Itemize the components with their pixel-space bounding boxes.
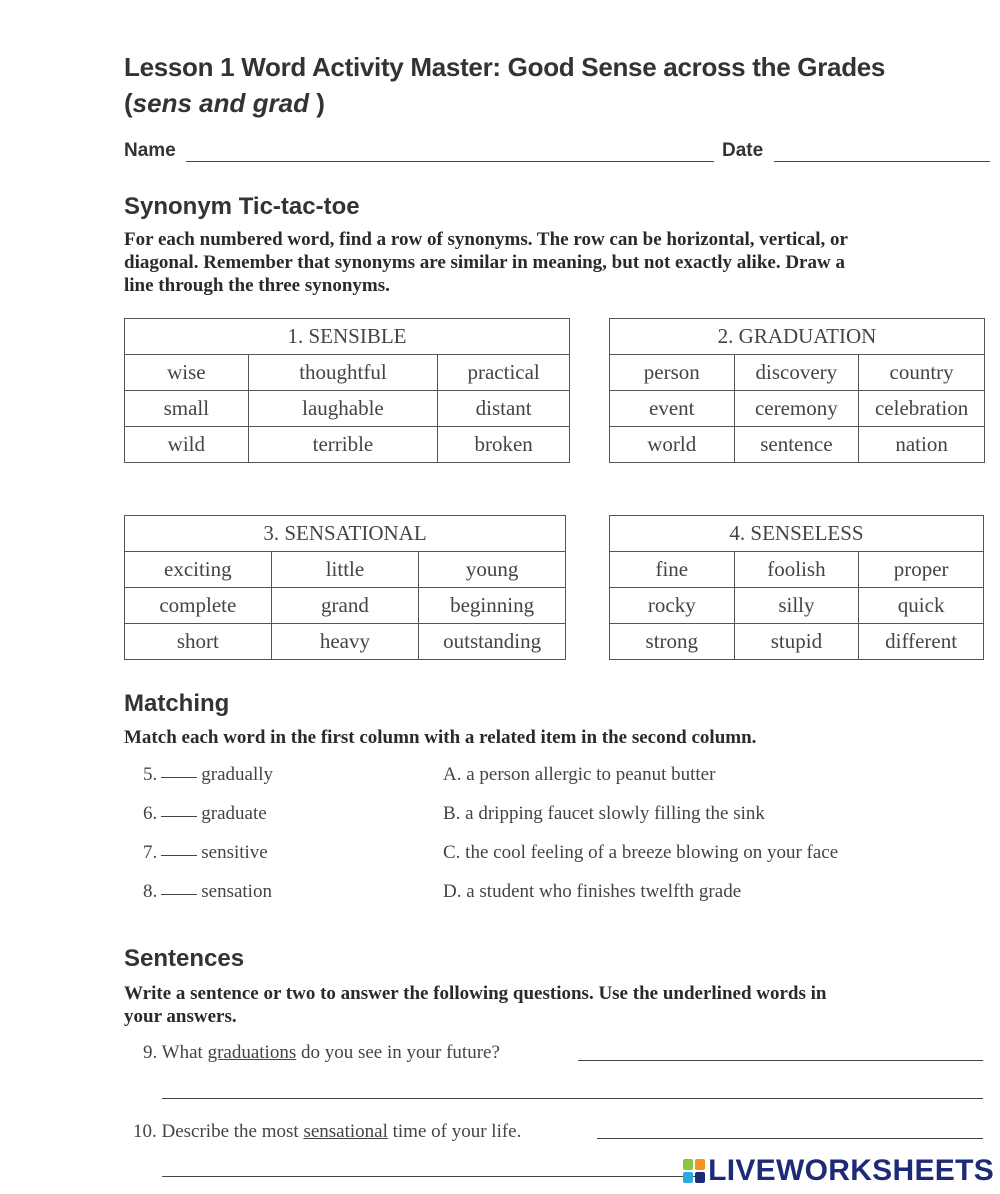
grid-cell[interactable]: outstanding xyxy=(419,624,566,660)
grid-cell[interactable]: ceremony xyxy=(734,391,859,427)
grid-cell[interactable]: rocky xyxy=(610,588,735,624)
date-label: Date xyxy=(722,140,764,161)
grid-cell[interactable]: person xyxy=(610,355,735,391)
answer-line-9[interactable] xyxy=(578,1060,983,1061)
answer-blank[interactable] xyxy=(161,816,197,817)
item-word: gradually xyxy=(201,764,274,785)
grid-cell[interactable]: strong xyxy=(610,624,735,660)
matching-item xyxy=(143,842,268,864)
name-label: Name xyxy=(124,140,176,161)
grid-cell[interactable]: grand xyxy=(271,588,419,624)
grid-cell[interactable]: world xyxy=(610,427,735,463)
item-word: graduate xyxy=(201,803,267,824)
matching-heading: Matching xyxy=(124,690,230,717)
grid-cell[interactable]: sentence xyxy=(734,427,859,463)
question-9 xyxy=(143,1042,500,1064)
liveworksheets-logo xyxy=(683,1154,994,1188)
tictactoe-grid-senseless xyxy=(609,515,984,660)
grid-cell[interactable]: complete xyxy=(125,588,272,624)
grid-title: 1. SENSIBLE xyxy=(125,319,570,355)
tictactoe-grid-graduation xyxy=(609,318,985,463)
answer-blank[interactable] xyxy=(161,777,197,778)
liveworksheets-text: LIVEWORKSHEETS xyxy=(708,1154,994,1187)
grid-cell[interactable]: discovery xyxy=(734,355,859,391)
grid-cell[interactable]: stupid xyxy=(734,624,859,660)
instruction-line: diagonal. Remember that synonyms are similar in meaning, but not exactly alike. Draw a xyxy=(124,252,845,273)
item-number: 7. xyxy=(143,842,158,863)
tictactoe-grid-sensational xyxy=(124,515,566,660)
item-number: 5. xyxy=(143,764,158,785)
grid-cell[interactable]: nation xyxy=(859,427,985,463)
underlined-word: sensational xyxy=(303,1121,388,1142)
name-field[interactable] xyxy=(186,161,714,162)
subtitle-close: ) xyxy=(316,88,325,118)
question-number: 9. xyxy=(143,1042,158,1063)
grid-cell[interactable]: different xyxy=(859,624,984,660)
grid-cell[interactable]: country xyxy=(859,355,985,391)
item-number: 6. xyxy=(143,803,158,824)
instruction-line: line through the three synonyms. xyxy=(124,275,390,296)
instruction-line: your answers. xyxy=(124,1006,237,1027)
grid-cell[interactable]: wise xyxy=(125,355,249,391)
grid-cell[interactable]: small xyxy=(125,391,249,427)
grid-cell[interactable]: wild xyxy=(125,427,249,463)
matching-item xyxy=(143,881,272,903)
grid-cell[interactable]: event xyxy=(610,391,735,427)
tictactoe-heading: Synonym Tic-tac-toe xyxy=(124,193,360,220)
grid-cell[interactable]: quick xyxy=(859,588,984,624)
grid-title: 3. SENSATIONAL xyxy=(125,516,566,552)
grid-cell[interactable]: broken xyxy=(438,427,570,463)
instruction-line: For each numbered word, find a row of synonyms. The row can be horizontal, vertical, or xyxy=(124,229,848,250)
question-text: What xyxy=(161,1042,203,1063)
grid-cell[interactable]: heavy xyxy=(271,624,419,660)
grid-cell[interactable]: thoughtful xyxy=(248,355,438,391)
sentences-heading: Sentences xyxy=(124,945,245,972)
grid-cell[interactable]: short xyxy=(125,624,272,660)
matching-instructions: Match each word in the first column with a related item in the second column. xyxy=(124,727,757,748)
underlined-word: graduations xyxy=(207,1042,297,1063)
matching-item xyxy=(143,803,267,825)
grid-cell[interactable]: celebration xyxy=(859,391,985,427)
grid-cell[interactable]: silly xyxy=(734,588,859,624)
answer-blank[interactable] xyxy=(161,855,197,856)
grid-cell[interactable]: foolish xyxy=(734,552,859,588)
subtitle-open: ( xyxy=(124,88,133,118)
item-number: 8. xyxy=(143,881,158,902)
question-10 xyxy=(133,1121,521,1143)
answer-line-9b[interactable] xyxy=(162,1098,983,1099)
question-number: 10. xyxy=(133,1121,157,1142)
matching-item xyxy=(143,764,273,786)
tictactoe-instructions xyxy=(124,228,994,297)
worksheet-title: Lesson 1 Word Activity Master: Good Sense across the Grades xyxy=(124,52,886,82)
grid-cell[interactable]: practical xyxy=(438,355,570,391)
name-date-row xyxy=(124,138,990,166)
answer-line-10b[interactable] xyxy=(162,1176,702,1177)
grid-cell[interactable]: young xyxy=(419,552,566,588)
worksheet-subtitle xyxy=(124,86,325,120)
answer-line-10[interactable] xyxy=(597,1138,983,1139)
grid-cell[interactable]: distant xyxy=(438,391,570,427)
subtitle-italic: sens and grad xyxy=(132,88,309,118)
liveworksheets-logo-icon xyxy=(683,1159,705,1183)
date-field[interactable] xyxy=(774,161,990,162)
grid-cell[interactable]: exciting xyxy=(125,552,272,588)
grid-cell[interactable]: proper xyxy=(859,552,984,588)
grid-cell[interactable]: fine xyxy=(610,552,735,588)
instruction-line: Write a sentence or two to answer the following questions. Use the underlined words in xyxy=(124,983,827,1004)
tictactoe-grid-sensible xyxy=(124,318,570,463)
matching-option: C. the cool feeling of a breeze blowing on your face xyxy=(443,842,839,863)
grid-cell[interactable]: terrible xyxy=(248,427,438,463)
sentences-instructions xyxy=(124,982,994,1028)
grid-title: 2. GRADUATION xyxy=(610,319,985,355)
question-text: time of your life. xyxy=(392,1121,522,1142)
answer-blank[interactable] xyxy=(161,894,197,895)
question-text: Describe the most xyxy=(161,1121,299,1142)
grid-cell[interactable]: laughable xyxy=(248,391,438,427)
grid-title: 4. SENSELESS xyxy=(610,516,984,552)
grid-cell[interactable]: beginning xyxy=(419,588,566,624)
item-word: sensation xyxy=(201,881,272,902)
matching-option: D. a student who finishes twelfth grade xyxy=(443,881,742,902)
grid-cell[interactable]: little xyxy=(271,552,419,588)
matching-option: B. a dripping faucet slowly filling the sink xyxy=(443,803,765,824)
item-word: sensitive xyxy=(201,842,268,863)
matching-option: A. a person allergic to peanut butter xyxy=(443,764,716,785)
question-text: do you see in your future? xyxy=(300,1042,500,1063)
